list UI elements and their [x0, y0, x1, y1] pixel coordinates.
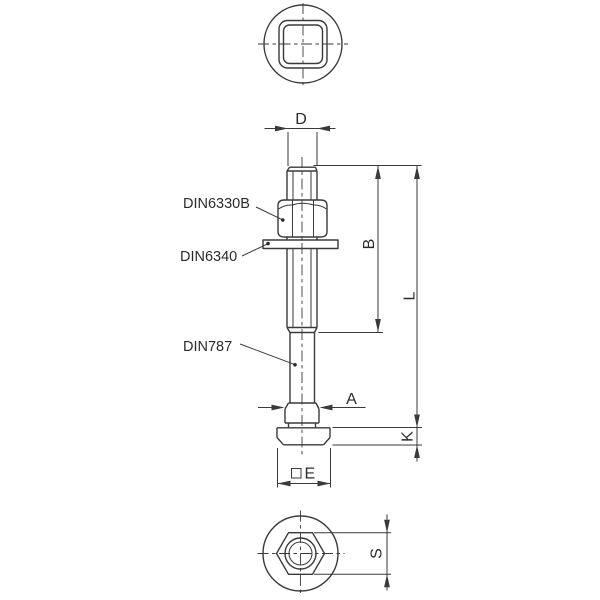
front-view: [263, 157, 338, 457]
label-din6330b: DIN6330B: [183, 196, 250, 212]
dim-e-label: E: [304, 465, 316, 483]
leader-din6340: [242, 244, 267, 256]
washer: [263, 240, 338, 249]
dimension-a: [258, 391, 366, 410]
leader-dot-din6330b: [281, 218, 285, 222]
leader-dot-din6340: [266, 242, 270, 246]
dim-d-label: D: [295, 111, 307, 128]
dimension-d: [265, 111, 336, 166]
dimension-e: [278, 448, 331, 488]
dimension-l: [402, 166, 420, 428]
hex-nut: [278, 200, 327, 237]
dim-l-label: L: [401, 291, 419, 301]
bottom-view: [258, 511, 345, 597]
top-view: [258, 3, 348, 85]
square-symbol-icon: [292, 469, 302, 479]
top-view-centerlines: [258, 3, 348, 85]
bottom-view-centerlines: [258, 511, 345, 597]
hex-nut-facets: [279, 201, 327, 238]
part-labels: [180, 196, 297, 367]
dim-k-arrow: [414, 445, 420, 458]
dim-s-label: S: [368, 548, 386, 559]
dim-k-label: K: [399, 431, 417, 442]
dim-b-label: B: [361, 238, 378, 250]
threaded-stud: [277, 167, 330, 445]
label-din787: DIN787: [183, 339, 233, 355]
dimension-k: [333, 428, 423, 462]
dim-d-extension-lines: [288, 132, 317, 166]
leader-din787: [240, 344, 294, 364]
dim-a-label: A: [346, 391, 357, 408]
label-din6340: DIN6340: [180, 249, 238, 265]
leader-dot-din787: [293, 363, 297, 367]
